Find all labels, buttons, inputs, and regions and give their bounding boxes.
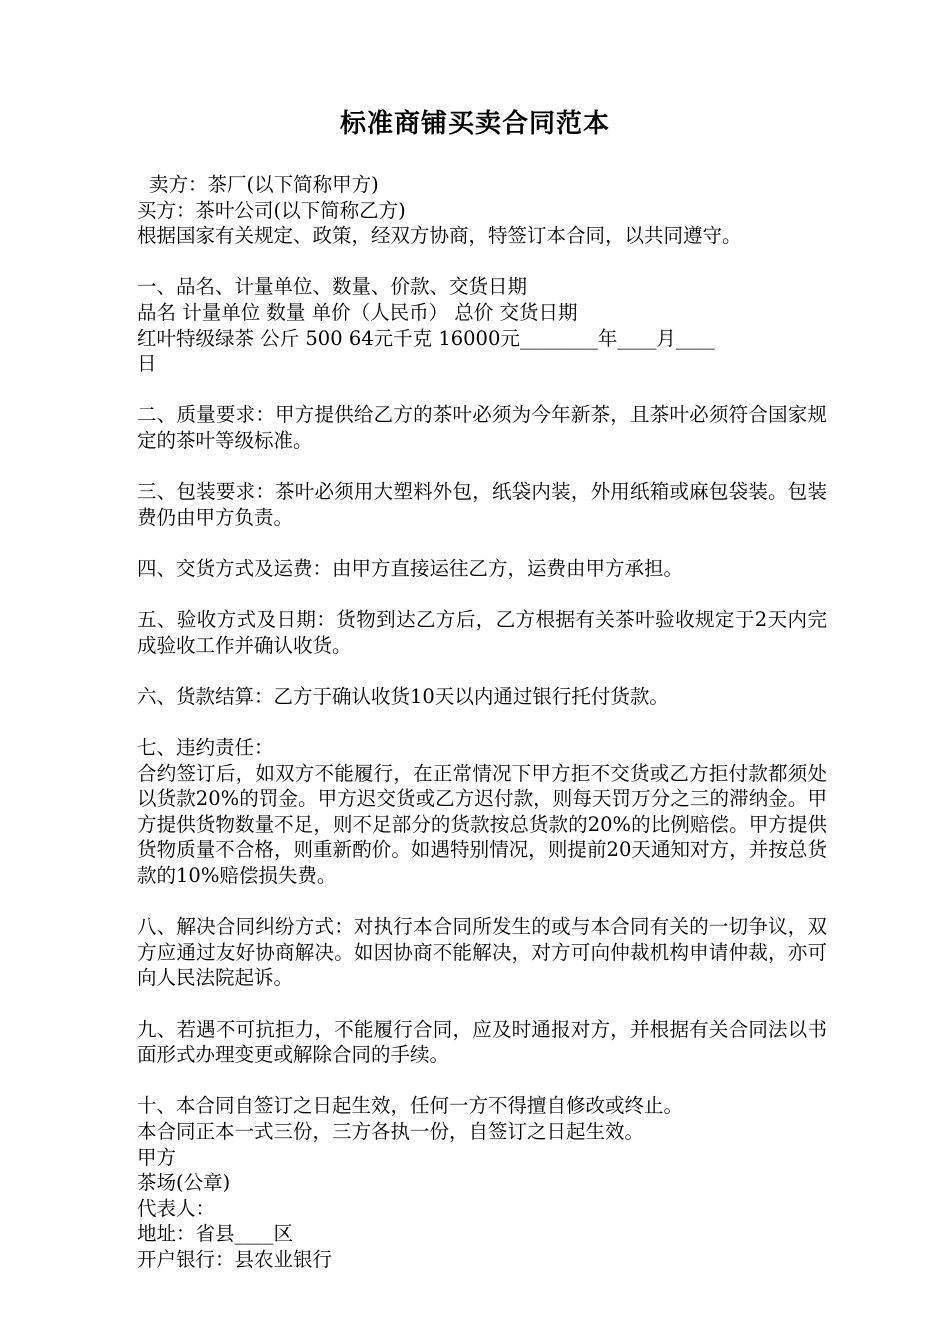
spacer <box>137 249 827 275</box>
section-9-force-majeure: 九、若遇不可抗拒力，不能履行合同，应及时通报对方，并根据有关合同法以书面形式办理变更或解除合同的手续。 <box>137 1017 827 1067</box>
contract-body <box>137 172 827 1273</box>
buyer-line: 买方：茶叶公司(以下简称乙方) <box>137 198 406 222</box>
party-a-seal: 茶场(公章) <box>137 1171 231 1195</box>
copies-line: 本合同正本一式三份，三方各执一份，自签订之日起生效。 <box>137 1119 645 1143</box>
section-6-payment: 六、货款结算：乙方于确认收货10天以内通过银行托付货款。 <box>137 684 669 708</box>
section-7-heading: 七、违约责任： <box>137 736 274 760</box>
section-3-packaging: 三、包装要求：茶叶必须用大塑料外包，纸袋内装，外用纸箱或麻包袋装。包装费仍由甲方负责。 <box>137 480 827 529</box>
seller-line: 卖方：茶厂(以下简称甲方) <box>149 173 379 196</box>
spacer <box>137 530 827 556</box>
section-8-disputes: 八、解决合同纠纷方式：对执行本合同所发生的或与本合同有关的一切争议，双方应通过友好协商解决。如因协商不能解决，对方可向仲裁机构申请仲裁，亦可向人民法院起诉。 <box>137 915 827 990</box>
section-1-heading: 一、品名、计量单位、数量、价款、交货日期 <box>137 275 528 299</box>
section-1-table-header: 品名 计量单位 数量 单价（人民币） 总价 交货日期 <box>137 300 578 324</box>
section-1-table-row-continued: 日 <box>137 352 157 376</box>
spacer <box>137 658 827 684</box>
spacer <box>137 582 827 608</box>
section-7-liability: 合约签订后，如双方不能履行，在正常情况下甲方拒不交货或乙方拒付款都须处以货款20%的罚金。甲方迟交货或乙方迟付款，则每天罚万分之三的滞纳金。甲方提供货物数量不足，则不足部分的货款按总货款的20%的比例赔偿。甲方提供货物质量不合格，则重新酌价。如遇特别情况，则提前20天通知对方，并按总货款的10%赔偿损失费。 <box>137 761 827 888</box>
section-1-table-row: 红叶特级绿茶 公斤 500 64元千克 16000元________年____月____ <box>137 326 715 350</box>
section-2-quality: 二、质量要求：甲方提供给乙方的茶叶必须为今年新茶，且茶叶必须符合国家规定的茶叶等级标准。 <box>137 403 827 452</box>
representative-line: 代表人： <box>137 1196 216 1220</box>
spacer <box>137 1068 827 1094</box>
spacer <box>137 991 827 1017</box>
bank-line: 开户银行：县农业银行 <box>137 1247 333 1271</box>
spacer <box>137 454 827 480</box>
preamble-line: 根据国家有关规定、政策，经双方协商，特签订本合同，以共同遵守。 <box>137 224 742 248</box>
party-a-label: 甲方 <box>137 1145 177 1169</box>
section-5-acceptance: 五、验收方式及日期：货物到达乙方后，乙方根据有关茶叶验收规定于2天内完成验收工作并确认收货。 <box>137 608 827 657</box>
spacer <box>137 889 827 915</box>
section-4-delivery: 四、交货方式及运费：由甲方直接运往乙方，运费由甲方承担。 <box>137 556 684 580</box>
document-title: 标准商铺买卖合同范本 <box>339 109 610 139</box>
section-10-effectiveness: 十、本合同自签订之日起生效，任何一方不得擅自修改或终止。 <box>137 1094 684 1118</box>
spacer <box>137 709 827 735</box>
spacer <box>137 377 827 403</box>
address-line: 地址：省县____区 <box>137 1222 294 1246</box>
